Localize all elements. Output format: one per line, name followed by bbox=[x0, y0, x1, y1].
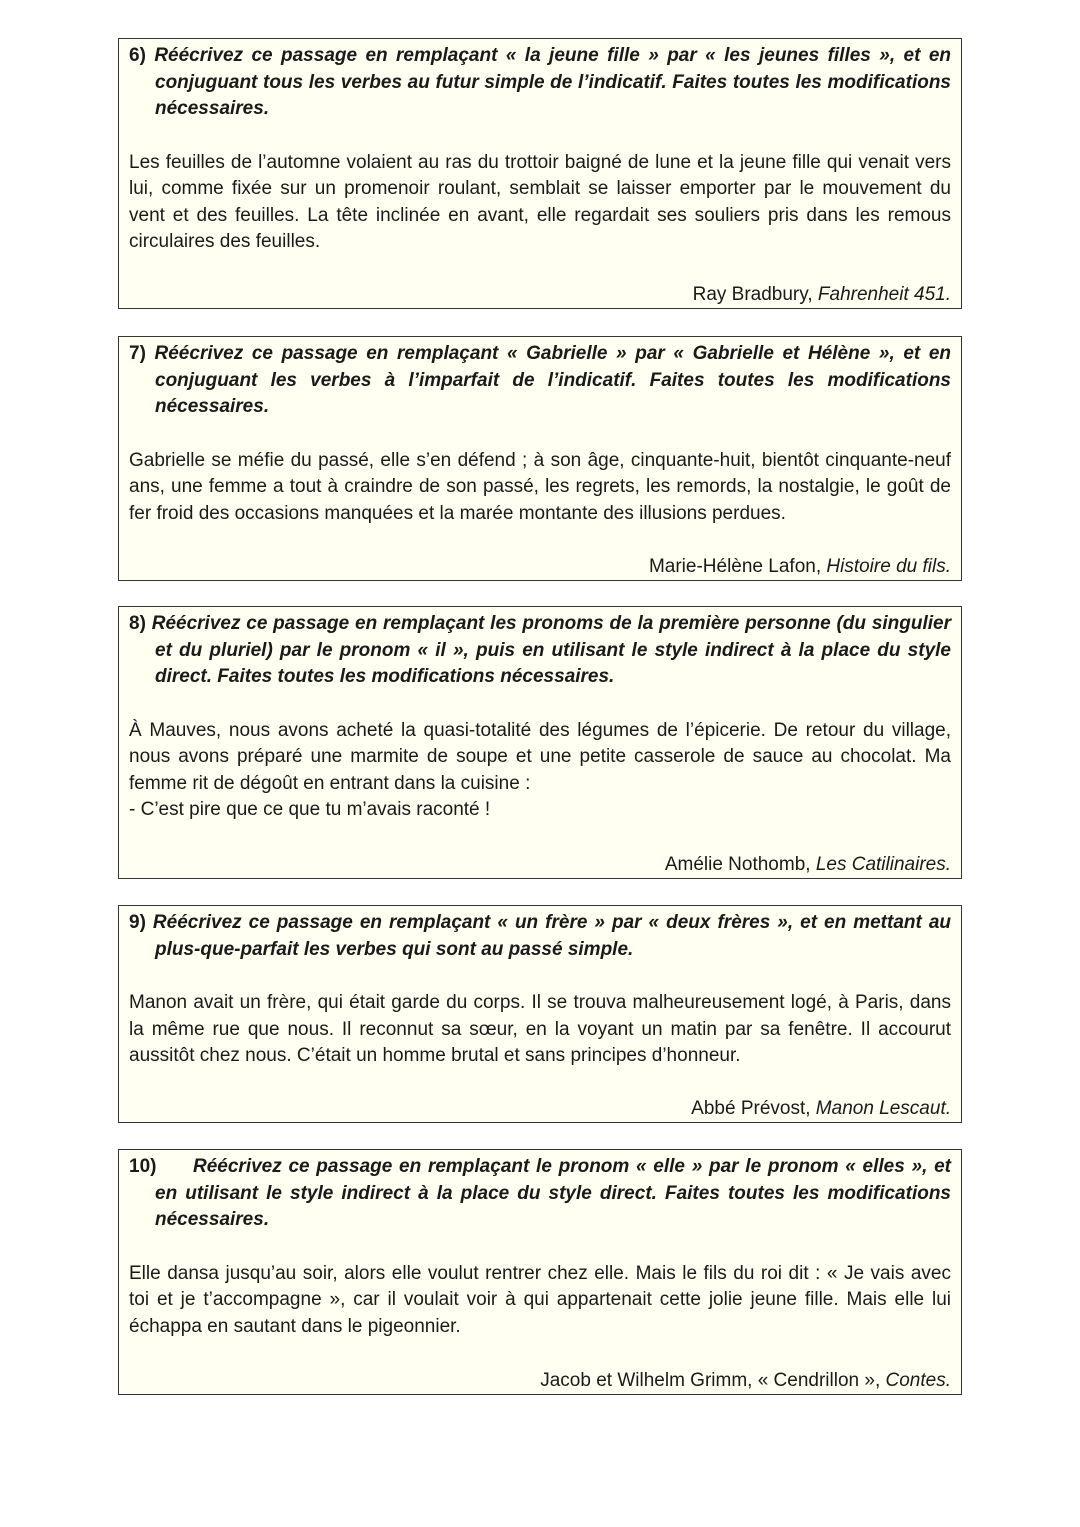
exercise-8-dialogue: - C’est pire que ce que tu m’avais raconté ! bbox=[129, 799, 491, 820]
exercise-7-box bbox=[118, 336, 962, 581]
exercise-10-passage: Elle dansa jusqu’au soir, alors elle voulut rentrer chez elle. Mais le fils du roi dit : « Je vais avec toi et je t’accompagne », car il voulait voir à qui appartenait cette jolie jeune fille. Mais elle lui échappa en sautant dans le pigeonnier. bbox=[129, 1262, 951, 1337]
exercise-9-box bbox=[118, 905, 962, 1123]
exercise-7-instruction bbox=[129, 341, 951, 421]
exercise-9-passage: Manon avait un frère, qui était garde du corps. Il se trouva malheureusement logé, à Paris, dans la même rue que nous. Il reconnut sa sœur, en la voyant un matin par sa fenêtre. Il accourut aussitôt chez nous. C’était un homme brutal et sans principes d’honneur. bbox=[129, 992, 951, 1066]
exercise-9-instruction bbox=[129, 910, 951, 963]
exercise-6-instruction-text: Réécrivez ce passage en remplaçant « la jeune fille » par « les jeunes filles », et en conjuguant tous les verbes au futur simple de l’indicatif. Faites toutes les modifications nécessaires. bbox=[154, 45, 952, 119]
exercise-10-instruction bbox=[129, 1154, 951, 1234]
exercise-8-passage bbox=[129, 718, 951, 824]
exercise-7-source bbox=[649, 554, 951, 580]
exercise-8-instruction bbox=[129, 611, 951, 691]
exercise-7-instruction-text: Réécrivez ce passage en remplaçant « Gabrielle » par « Gabrielle et Hélène », et en conjuguant les verbes à l’imparfait de l’indicatif. Faites toutes les modifications nécessaires. bbox=[154, 343, 951, 417]
exercise-9-source bbox=[691, 1096, 951, 1122]
exercise-6-instruction bbox=[129, 43, 951, 123]
exercise-6-box bbox=[118, 38, 962, 309]
exercise-6-number: 6) bbox=[129, 45, 146, 66]
exercise-10-number: 10) bbox=[129, 1156, 157, 1177]
exercise-8-author: Amélie Nothomb, bbox=[664, 854, 816, 875]
exercise-9-instruction-text: Réécrivez ce passage en remplaçant « un frère » par « deux frères », et en mettant au plus-que-parfait les verbes qui sont au passé simple. bbox=[152, 912, 952, 960]
exercise-7-title: Histoire du fils. bbox=[826, 556, 951, 577]
exercise-9-author: Abbé Prévost, bbox=[691, 1098, 816, 1119]
exercise-8-box bbox=[118, 606, 962, 879]
exercise-8-title: Les Catilinaires. bbox=[815, 854, 951, 875]
exercise-8-instruction-text: Réécrivez ce passage en remplaçant les pronoms de la première personne (du singulier et du pluriel) par le pronom « il », puis en utilisant le style indirect à la place du style direct. Faites toutes les modifications nécessaires. bbox=[151, 613, 951, 687]
exercise-10-source bbox=[540, 1368, 951, 1394]
exercise-10-title: Contes. bbox=[885, 1370, 951, 1391]
exercise-9-title: Manon Lescaut. bbox=[815, 1098, 951, 1119]
exercise-8-passage-text: À Mauves, nous avons acheté la quasi-totalité des légumes de l’épicerie. De retour du village, nous avons préparé une marmite de soupe et une petite casserole de sauce au chocolat. Ma femme rit de dégoût en entrant dans la cuisine : bbox=[129, 719, 951, 794]
exercise-6-source bbox=[693, 282, 951, 308]
exercise-7-passage: Gabrielle se méfie du passé, elle s’en défend ; à son âge, cinquante-huit, bientôt cinquante-neuf ans, une femme a tout à craindre de son passé, les regrets, les remords, la nostalgie, le goût de fer froid des occasions manquées et la marée montante des illusions perdues. bbox=[129, 449, 951, 524]
exercise-8-source bbox=[665, 852, 951, 878]
exercise-6-title: Fahrenheit 451. bbox=[817, 284, 951, 305]
exercise-9-number: 9) bbox=[129, 912, 146, 933]
exercise-6-author: Ray Bradbury, bbox=[692, 284, 818, 305]
exercise-10-box bbox=[118, 1149, 962, 1395]
exercise-10-instruction-text: Réécrivez ce passage en remplaçant le pronom « elle » par le pronom « elles », et en utilisant le style indirect à la place du style direct. Faites toutes les modifications nécessaires. bbox=[155, 1156, 951, 1230]
exercise-7-author: Marie-Hélène Lafon, bbox=[648, 556, 827, 577]
exercise-8-number: 8) bbox=[129, 613, 146, 634]
exercise-7-number: 7) bbox=[129, 343, 146, 364]
exercise-10-author: Jacob et Wilhelm Grimm, « Cendrillon », bbox=[540, 1370, 886, 1391]
exercise-6-passage: Les feuilles de l’automne volaient au ras du trottoir baigné de lune et la jeune fille qui venait vers lui, comme fixée sur un promenoir roulant, semblait se laisser emporter par le mouvement du vent et des feuilles. La tête inclinée en avant, elle regardait ses souliers pris dans les remous circulaires des feuilles. bbox=[129, 151, 951, 252]
